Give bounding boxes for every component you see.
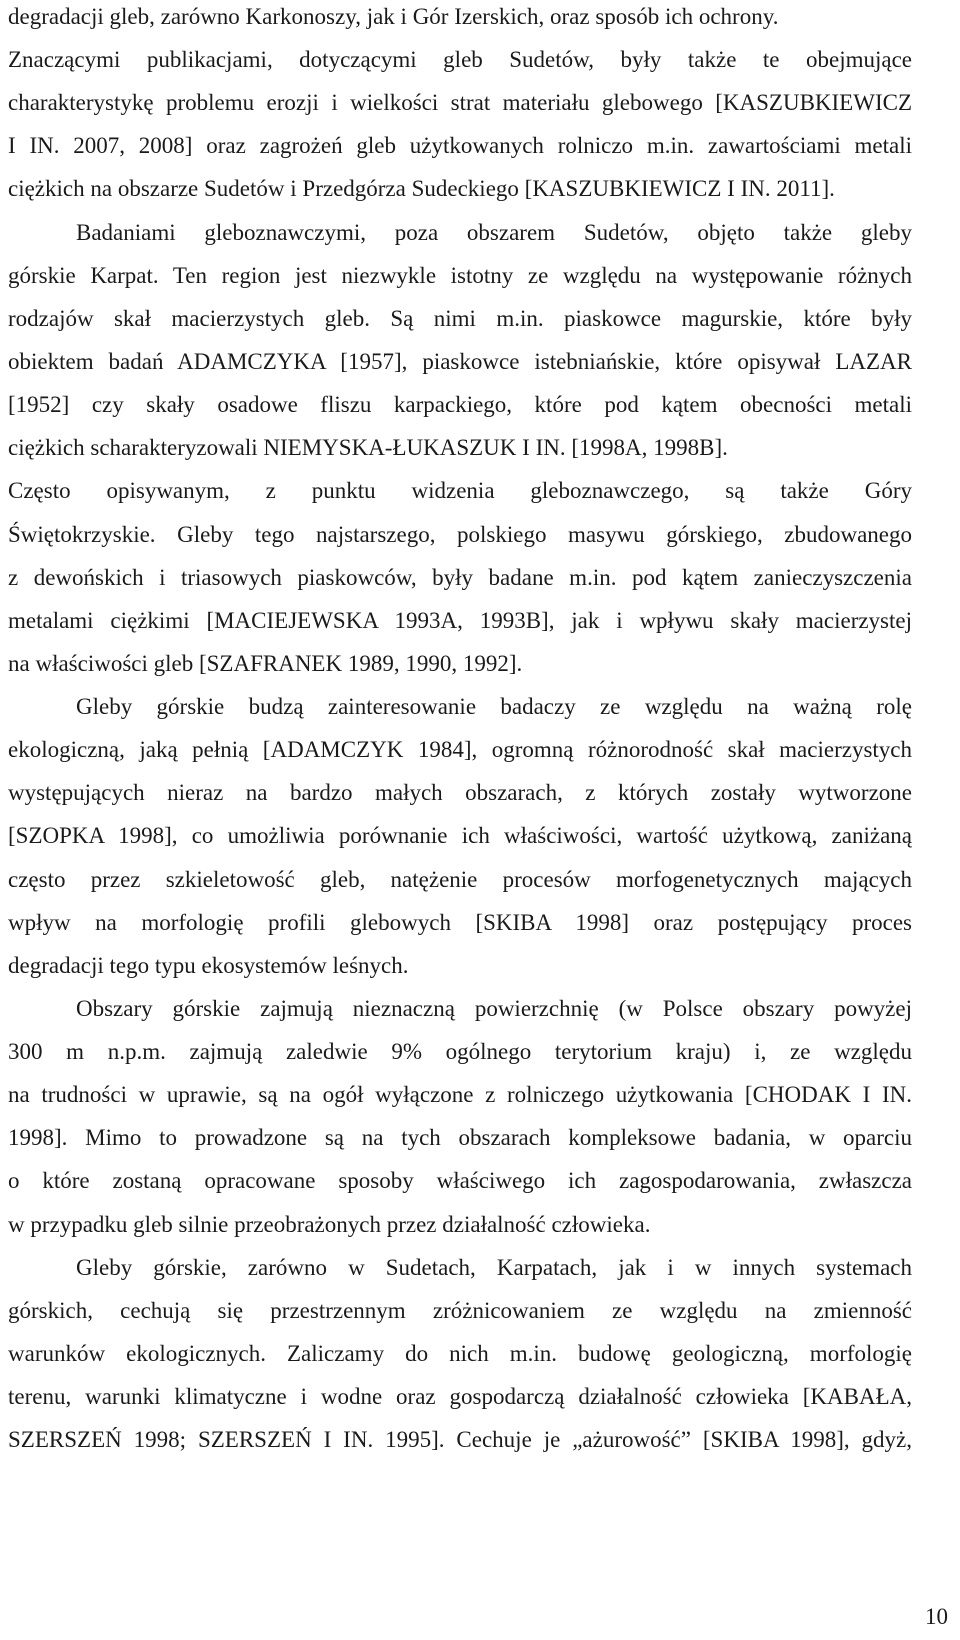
text-line: ekologiczną, jaką pełnią [ADAMCZYK 1984], ogromną różnorodność skał macierzystych [8, 737, 912, 762]
text-line: [1952] czy skały osadowe fliszu karpackiego, które pod kątem obecności metali [8, 392, 912, 417]
text-line: degradacji gleb, zarówno Karkonoszy, jak i Gór Izerskich, oraz sposób ich ochrony. [8, 4, 779, 29]
text-line: wpływ na morfologię profili glebowych [SKIBA 1998] oraz postępujący proces [8, 910, 912, 935]
text-line: Badaniami gleboznawczymi, poza obszarem Sudetów, objęto także gleby [76, 220, 912, 245]
text-line: Gleby górskie, zarówno w Sudetach, Karpatach, jak i w innych systemach [76, 1255, 912, 1280]
text-line: terenu, warunki klimatyczne i wodne oraz gospodarczą działalność człowieka [KABAŁA, [8, 1384, 912, 1409]
text-line: Często opisywanym, z punktu widzenia gleboznawczego, są także Góry [8, 478, 912, 503]
text-line: Obszary górskie zajmują nieznaczną powierzchnię (w Polsce obszary powyżej [76, 996, 912, 1021]
text-line: obiektem badań ADAMCZYKA [1957], piaskowce istebniańskie, które opisywał LAZAR [8, 349, 912, 374]
text-line: o które zostaną opracowane sposoby właściwego ich zagospodarowania, zwłaszcza [8, 1168, 912, 1193]
text-line: często przez szkieletowość gleb, natężenie procesów morfogenetycznych mających [8, 867, 912, 892]
text-line: warunków ekologicznych. Zaliczamy do nich m.in. budowę geologiczną, morfologię [8, 1341, 912, 1366]
text-line: górskie Karpat. Ten region jest niezwykle istotny ze względu na występowanie różnych [8, 263, 912, 288]
text-line: degradacji tego typu ekosystemów leśnych. [8, 953, 409, 978]
text-line: występujących nieraz na bardzo małych obszarach, z których zostały wytworzone [8, 780, 912, 805]
text-line: metalami ciężkimi [MACIEJEWSKA 1993A, 1993B], jak i wpływu skały macierzystej [8, 608, 912, 633]
text-line: ciężkich na obszarze Sudetów i Przedgórza Sudeckiego [KASZUBKIEWICZ I IN. 2011]. [8, 176, 835, 201]
text-line: rodzajów skał macierzystych gleb. Są nimi m.in. piaskowce magurskie, które były [8, 306, 912, 331]
text-line: z dewońskich i triasowych piaskowców, były badane m.in. pod kątem zanieczyszczenia [8, 565, 912, 590]
text-line: Świętokrzyskie. Gleby tego najstarszego, polskiego masywu górskiego, zbudowanego [8, 522, 912, 547]
text-line: SZERSZEŃ 1998; SZERSZEŃ I IN. 1995]. Cechuje je „ażurowość” [SKIBA 1998], gdyż, [8, 1427, 912, 1452]
page-number: 10 [925, 1604, 948, 1629]
text-line: 300 m n.p.m. zajmują zaledwie 9% ogólnego terytorium kraju) i, ze względu [8, 1039, 912, 1064]
text-line: Znaczącymi publikacjami, dotyczącymi gleb Sudetów, były także te obejmujące [8, 47, 912, 72]
text-line: na właściwości gleb [SZAFRANEK 1989, 1990, 1992]. [8, 651, 523, 676]
text-line: w przypadku gleb silnie przeobrażonych przez działalność człowieka. [8, 1212, 651, 1237]
text-line: [SZOPKA 1998], co umożliwia porównanie ich właściwości, wartość użytkową, zaniżaną [8, 823, 912, 848]
text-line: I IN. 2007, 2008] oraz zagrożeń gleb użytkowanych rolniczo m.in. zawartościami metali [8, 133, 912, 158]
text-line: charakterystykę problemu erozji i wielkości strat materiału glebowego [KASZUBKIEWICZ [8, 90, 912, 115]
text-line: 1998]. Mimo to prowadzone są na tych obszarach kompleksowe badania, w oparciu [8, 1125, 912, 1150]
text-line: ciężkich scharakteryzowali NIEMYSKA-ŁUKASZUK I IN. [1998A, 1998B]. [8, 435, 728, 460]
text-line: Gleby górskie budzą zainteresowanie badaczy ze względu na ważną rolę [76, 694, 912, 719]
text-line: górskich, cechują się przestrzennym zróżnicowaniem ze względu na zmienność [8, 1298, 912, 1323]
text-line: na trudności w uprawie, są na ogół wyłączone z rolniczego użytkowania [CHODAK I IN. [8, 1082, 912, 1107]
